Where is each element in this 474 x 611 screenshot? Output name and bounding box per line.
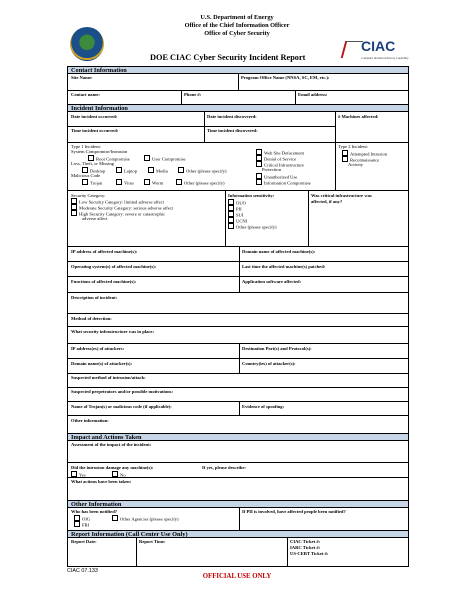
office-name: Office of the Chief Information Officer xyxy=(184,22,290,29)
site-name-field[interactable]: Site Name: xyxy=(71,75,93,80)
section-report: Report Information (Call Center Use Only) xyxy=(68,530,408,538)
os-affected-field[interactable]: Operating system(s) of affected machine(s): xyxy=(71,264,157,269)
ciac-mark-icon xyxy=(341,41,364,58)
perpetrators-field[interactable]: Suspected perpetrators and/or possible motivations: xyxy=(71,389,173,394)
incident-report-form xyxy=(67,66,409,567)
reconnaissance-activity-label: Activity xyxy=(348,162,364,167)
if-yes-describe-field[interactable]: If yes, please describe: xyxy=(202,465,246,470)
ciac-logo-text: CIAC xyxy=(361,38,396,54)
intrusion-method-field[interactable]: Suspected method of intrusion/attack: xyxy=(71,375,146,380)
checkbox-low-category[interactable]: Low Security Category: limited adverse affect xyxy=(71,198,164,205)
checkbox-root-compromise[interactable]: Root Compromise xyxy=(88,155,130,162)
phone-field[interactable]: Phone #: xyxy=(184,92,202,97)
type1-label: Type 1 Incident: xyxy=(71,144,102,149)
ciac-ticket-field[interactable]: CIAC Ticket #: xyxy=(290,539,321,544)
dest-ports-field[interactable]: Destination Port(s) and Protocol(s): xyxy=(242,346,312,351)
description-field[interactable]: Description of incident: xyxy=(71,295,118,300)
report-title: DOE CIAC Cyber Security Incident Report xyxy=(150,53,306,62)
iarc-ticket-field[interactable]: IARC Ticket #: xyxy=(290,545,321,550)
form-id: CIAC 07.133 xyxy=(67,568,98,574)
type1-group-intrusion: System Compromise/Intrusion xyxy=(71,149,128,154)
checkbox-unauthorized-use[interactable]: Unauthorized Use xyxy=(256,173,297,180)
checkbox-malicious-other[interactable]: Other (please specify) xyxy=(176,179,225,186)
critical-infra-question-cont: affected, if any? xyxy=(311,199,343,204)
checkbox-desktop[interactable]: Desktop xyxy=(82,167,105,174)
checkbox-ucni[interactable]: UCNI xyxy=(228,217,247,224)
checkbox-media[interactable]: Media xyxy=(148,167,168,174)
section-impact: Impact and Actions Taken xyxy=(68,433,408,441)
section-incident: Incident Information xyxy=(68,104,408,112)
last-patched-field[interactable]: Last time the affected machine(s) patched: xyxy=(242,264,326,269)
report-time-field[interactable]: Report Time: xyxy=(139,539,166,544)
type1-group-malicious: Malicious Code xyxy=(71,173,101,178)
damage-question: Did the intrusion damage any machine(s): xyxy=(71,465,154,470)
official-use-only-marking: OFFICIAL USE ONLY xyxy=(202,573,272,580)
dept-name: U.S. Department of Energy xyxy=(200,14,274,21)
checkbox-ouo[interactable]: OUO xyxy=(228,199,246,206)
domain-attackers-field[interactable]: Domain name(s) of attacker(s): xyxy=(71,361,133,366)
checkbox-reconnaissance[interactable]: Reconnaissance xyxy=(342,156,379,163)
checkbox-damage-yes[interactable]: Yes xyxy=(71,471,86,478)
who-notified-label: Who has been notified? xyxy=(71,509,118,514)
spoofing-field[interactable]: Evidence of spoofing: xyxy=(242,404,285,409)
detection-field[interactable]: Method of detection: xyxy=(71,316,112,321)
pii-notified-field[interactable]: If PII is involved, have affected people been notified? xyxy=(242,509,346,514)
date-discovered-field[interactable]: Date incident discovered: xyxy=(207,114,257,119)
domain-affected-field[interactable]: Domain name of affected machine(s): xyxy=(242,249,316,254)
checkbox-dos[interactable]: Denial of Service xyxy=(256,155,296,162)
critical-infra-protection-label: Protection xyxy=(262,167,281,172)
impact-assessment-field[interactable]: Assessment of the impact of the incident: xyxy=(71,442,152,447)
checkbox-fbi[interactable]: FBI xyxy=(74,521,89,528)
document-header xyxy=(0,14,474,38)
info-sensitivity-label: Information sensitivity: xyxy=(228,193,275,198)
ip-affected-field[interactable]: IP address of affected machine(s): xyxy=(71,249,138,254)
cyber-office-name: Office of Cyber Security xyxy=(204,30,270,37)
checkbox-high-category[interactable]: High Security Category: severe or catastrophic xyxy=(71,210,165,217)
ciac-logo xyxy=(343,38,413,64)
checkbox-defacement[interactable]: Web Site Defacement xyxy=(256,149,304,156)
checkbox-sui[interactable]: SUI xyxy=(228,211,243,218)
program-office-field[interactable]: Program Office Name (NNSA, SC, EM, etc.): xyxy=(241,75,330,80)
doe-seal-logo xyxy=(70,27,104,61)
checkbox-laptop[interactable]: Laptop xyxy=(116,167,137,174)
uscert-ticket-field[interactable]: US-CERT Ticket #: xyxy=(290,551,329,556)
checkbox-pii[interactable]: PII xyxy=(228,205,242,212)
trojans-field[interactable]: Name of Trojan(s) or malicious code (if applicable): xyxy=(71,404,172,409)
time-occurred-field[interactable]: Time incident occurred: xyxy=(71,128,119,133)
checkbox-user-compromise[interactable]: User Compromise xyxy=(144,155,186,162)
checkbox-attempted-intrusion[interactable]: Attempted Intrusion xyxy=(342,150,387,157)
checkbox-info-compromise[interactable]: Information Compromise xyxy=(256,179,311,186)
checkbox-moderate-category[interactable]: Moderate Security Category: serious adverse affect xyxy=(71,204,173,211)
checkbox-trojan[interactable]: Trojan xyxy=(82,179,102,186)
ciac-tagline: Computer Incident Advisory Capability xyxy=(361,56,409,60)
type2-label: Type 2 Incident: xyxy=(338,144,369,149)
high-category-cont: adverse affect xyxy=(82,216,108,221)
contact-name-field[interactable]: Contact name: xyxy=(71,92,100,97)
checkbox-worm[interactable]: Worm xyxy=(144,179,163,186)
other-info-field[interactable]: Other information: xyxy=(71,418,109,423)
section-other: Other Information xyxy=(68,500,408,508)
checkbox-other-agencies[interactable]: Other Agencies (please specify) xyxy=(112,515,179,522)
country-attackers-field[interactable]: Country(ies) of attacker(s): xyxy=(242,361,296,366)
functions-affected-field[interactable]: Functions of affected machine(s): xyxy=(71,279,137,284)
type1-group-loss: Loss, Theft, or Missing xyxy=(71,161,114,166)
date-occurred-field[interactable]: Date incident occurred: xyxy=(71,114,118,119)
time-discovered-field[interactable]: Time incident discovered: xyxy=(207,128,258,133)
email-field[interactable]: Email address: xyxy=(298,92,328,97)
app-software-field[interactable]: Application software affected: xyxy=(242,279,302,284)
machines-affected-field[interactable]: # Machines affected: xyxy=(338,114,379,119)
report-date-field[interactable]: Report Date: xyxy=(71,539,97,544)
checkbox-virus[interactable]: Virus xyxy=(116,179,134,186)
ip-attackers-field[interactable]: IP address(es) of attackers: xyxy=(71,346,125,351)
actions-taken-field[interactable]: What actions have been taken: xyxy=(71,479,132,484)
checkbox-loss-other[interactable]: Other (please specify) xyxy=(178,167,227,174)
checkbox-critical-infra[interactable]: Critical Infrastructure xyxy=(256,161,304,168)
security-infra-field[interactable]: What security infrastructure was in place: xyxy=(71,329,154,334)
security-category-label: Security Category: xyxy=(71,193,106,198)
checkbox-sens-other[interactable]: Other (please specify) xyxy=(228,223,277,230)
checkbox-oig[interactable]: OIG xyxy=(74,515,90,522)
critical-infra-question[interactable]: Was critical infrastructure was xyxy=(311,193,372,198)
checkbox-damage-no[interactable]: No xyxy=(112,471,126,478)
section-contact: Contact Information xyxy=(68,66,408,74)
